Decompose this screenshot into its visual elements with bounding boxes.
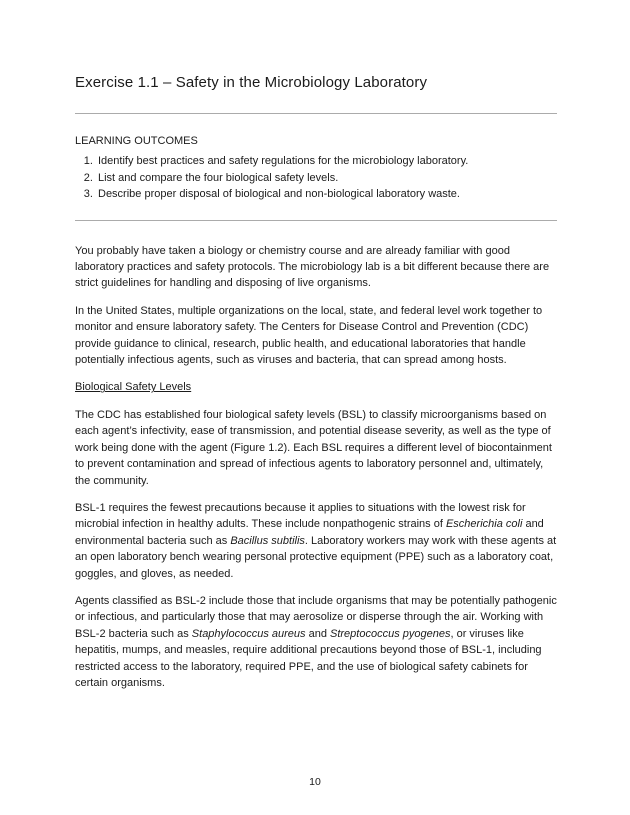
page-content [75, 74, 557, 691]
paragraph-bsl2: Agents classified as BSL-2 include those that include organisms that may be potentially pathogenic or infectious, and particularly those that may aerosolize or disperse through the air. Working with BSL-2 bacteria such as Staphylococcus aureus and Streptococcus pyogenes, or viruses like hepatitis, mumps, and measles, require additional precautions beyond those of BSL-1, including restricted access to the laboratory, required PPE, and the use of biological safety cabinets for certain organisms. [75, 594, 557, 689]
list-item-outcome-2: 2. List and compare the four biological safety levels. [96, 170, 557, 186]
list-item-outcome-3: 3. Describe proper disposal of biological and non-biological laboratory waste. [96, 186, 557, 202]
learning-outcomes-heading: LEARNING OUTCOMES [75, 135, 198, 147]
list-item-outcome-1: 1. Identify best practices and safety regulations for the microbiology laboratory. [96, 153, 557, 169]
divider-top [75, 113, 557, 114]
section-heading-biological-safety-levels: Biological Safety Levels [75, 381, 192, 394]
paragraph-organizations: In the United States, multiple organizations on the local, state, and federal level work together to monitor and ensure laboratory safety. The Centers for Disease Control and Prevention (CDC) provide guidance to clinical, research, public health, and educational laboratories that handle potentially infectious agents, such as viruses and bacteria, that can spread among hosts. [75, 304, 543, 367]
page-title: Exercise 1.1 – Safety in the Microbiology Laboratory [75, 74, 428, 91]
paragraph-bsl-overview: The CDC has established four biological safety levels (BSL) to classify microorganisms based on each agent’s infectivity, ease of transmission, and potential disease severity, as well as the type of work being done with the agent (Figure 1.2). Each BSL requires a different level of biocontainment to prevent contamination and spread of infectious agents to laboratory personnel and, ultimately, the community. [75, 408, 552, 487]
divider-bottom [75, 220, 557, 221]
page-number: 10 [309, 776, 321, 788]
paragraph-intro: You probably have taken a biology or chemistry course and are already familiar with good laboratory practices and safety protocols. The microbiology lab is a bit different because there are strict guidelines for handling and disposing of live organisms. [75, 244, 550, 290]
paragraph-bsl1: BSL-1 requires the fewest precautions because it applies to situations with the lowest risk for microbial infection in healthy adults. These include nonpathogenic strains of Escherichia coli and environmental bacteria such as Bacillus subtilis. Laboratory workers may work with these agents at an open laboratory bench wearing personal protective equipment (PPE) such as a laboratory coat, goggles, and gloves, as needed. [75, 501, 557, 580]
learning-outcomes-list [75, 153, 557, 202]
